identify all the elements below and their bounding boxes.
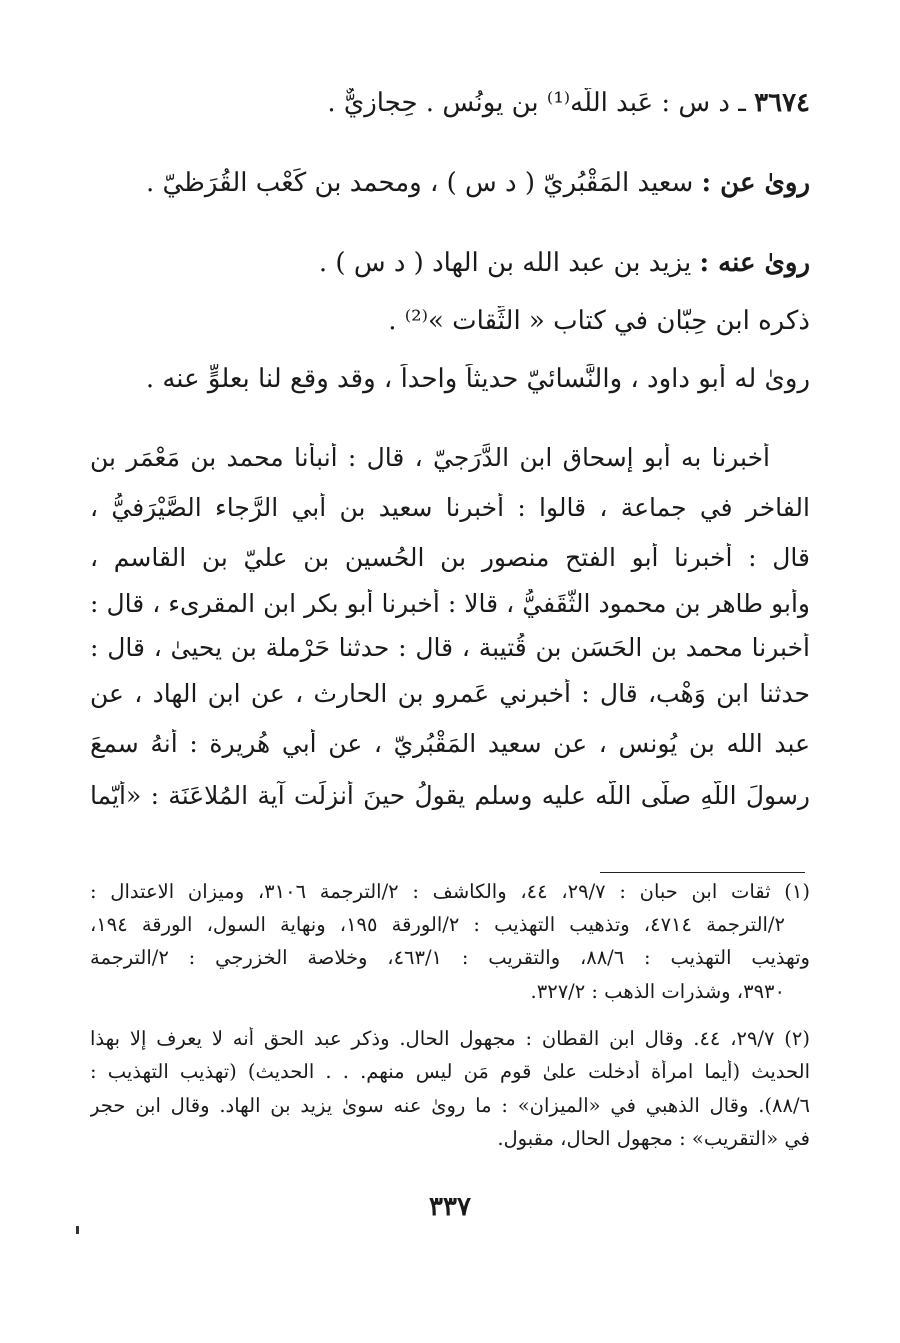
footnote-line: ٨٨/٦). وقال الذهبي في «الميزان» : ما روىٰ عنه سوىٰ يزيد بن الهاد. وقال ابن حجر xyxy=(90,1094,810,1117)
footnote-line: الحديث (أيما امرأة أدخلت علىٰ قوم مَن ليس منهم. . . الحديث) (تهذيب التهذيب : xyxy=(90,1060,810,1083)
hadith-line: عبد الله بن يُونس ، عن سعيد المَقْبُريّ ، عن أبي هُريرة : أنهُ سمعَ xyxy=(90,729,810,758)
entry-heading-text: ـ د س : عَبد اللَّه⁽¹⁾ بن يونُس . حِجازيٌّ . xyxy=(327,88,746,118)
footnote-line: (٢) ٢٩/٧، ٤٤. وقال ابن القطان : مجهول الحال. وذكر عبد الحق أنه لا يعرف إلا بهذا xyxy=(90,1027,810,1050)
page-number: ٣٣٧ xyxy=(429,1192,471,1222)
narrated-by-label: روىٰ عنه : xyxy=(699,248,810,278)
footnote-line: ٣٩٣٠، وشذرات الذهب : ٣٢٧/٢. xyxy=(530,980,785,1003)
hadith-line: حدثنا ابن وَهْب، قال : أخبرني عَمرو بن الحارث ، عن ابن الهاد ، عن xyxy=(90,679,810,708)
entry-heading xyxy=(90,88,810,118)
hadith-line: أخبرنا به أبو إسحاق ابن الدَّرَجيّ ، قال : أنبأنا محمد بن مَعْمَر بن xyxy=(90,443,770,472)
narrated-by-line xyxy=(90,248,810,278)
narrated-from-line xyxy=(90,168,810,198)
transmitted-line: روىٰ له أبو داود ، والنَّسائيّ حديثاً واحداً ، وقد وقع لنا بعلوٍّ عنه . xyxy=(145,364,810,394)
hadith-line: رسولَ اللَّهِ صلّى اللَّه عليه وسلم يقولُ حينَ أُنزلَت آية المُلاعَنَة : «أيّما xyxy=(90,781,810,810)
narrated-from-text: سعيد المَقْبُريّ ( د س ) ، ومحمد بن كَعْب القُرَظيّ . xyxy=(145,168,694,198)
hadith-line: أخبرنا محمد بن الحَسَن بن قُتيبة ، قال : حدثنا حَرْملة بن يحيىٰ ، قال : xyxy=(90,633,810,662)
footnote-line: في «التقريب» : مجهول الحال، مقبول. xyxy=(497,1127,810,1150)
hadith-line: قال : أخبرنا أبو الفتح منصور بن الحُسين بن عليّ بن القاسم ، xyxy=(90,543,810,572)
footnote-line: وتهذيب التهذيب : ٨٨/٦، والتقريب : ٤٦٣/١، وخلاصة الخزرجي : ٢/الترجمة xyxy=(90,946,810,969)
hadith-line: الفاخر في جماعة ، قالوا : أخبرنا سعيد بن أبي الرَّجاء الصَّيْرَفيُّ ، xyxy=(90,493,810,522)
narrated-by-text: يزيد بن عبد الله بن الهاد ( د س ) . xyxy=(318,248,692,278)
entry-number: ٣٦٧٤ xyxy=(754,88,810,118)
narrated-from-label: روىٰ عن : xyxy=(701,168,810,198)
hadith-line: وأبو طاهر بن محمود الثَّقَفيُّ ، قالا : أخبرنا أبو بكر ابن المقرىء ، قال : xyxy=(90,589,810,618)
footnote-divider xyxy=(600,872,805,873)
thiqat-line: ذكره ابن حِبّان في كتاب « الثِّقات »⁽²⁾ . xyxy=(388,306,810,336)
footnote-line: (١) ثقات ابن حبان : ٢٩/٧، ٤٤، والكاشف : ٢/الترجمة ٣١٠٦، وميزان الاعتدال : xyxy=(90,880,810,903)
scan-mark xyxy=(76,1226,79,1234)
footnote-line: ٢/الترجمة ٤٧١٤، وتذهيب التهذيب : ٢/الورقة ١٩٥، ونهاية السول، الورقة ١٩٤، xyxy=(90,913,785,936)
